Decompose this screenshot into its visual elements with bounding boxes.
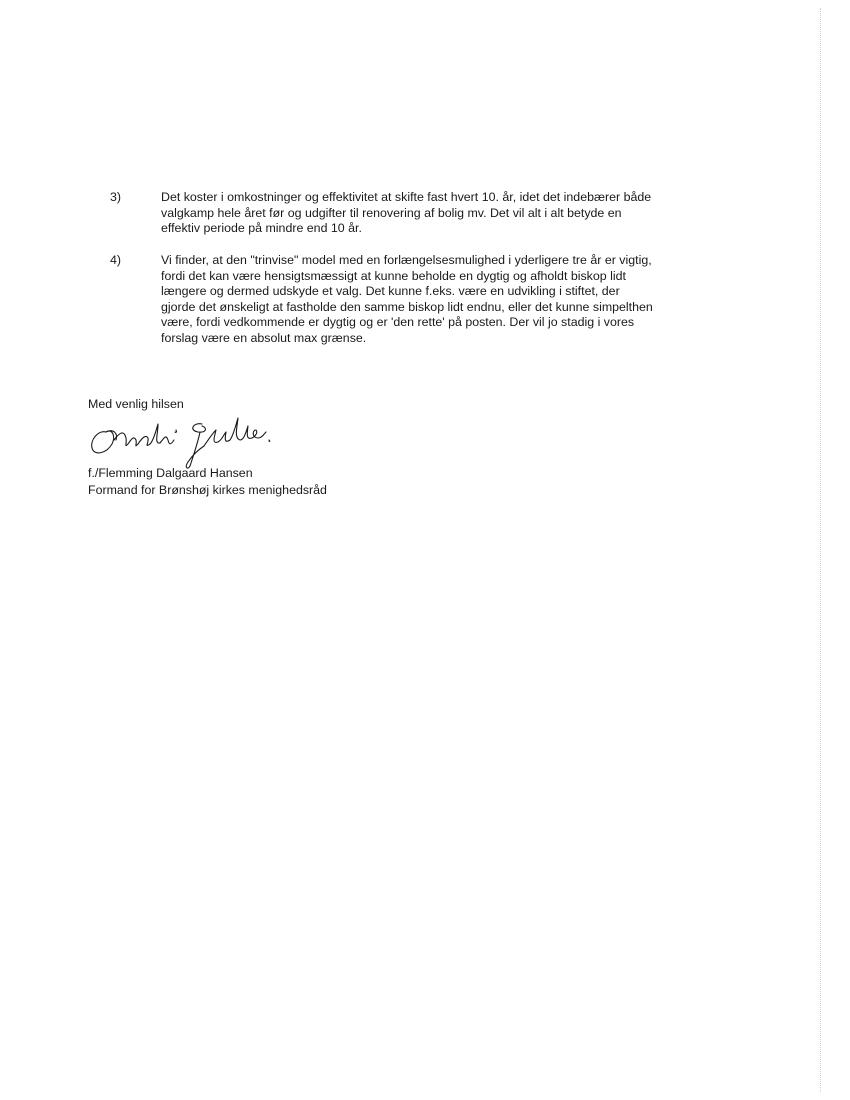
list-number: 3) bbox=[110, 190, 122, 204]
text-line: fordi det kan være hensigtsmæssigt at kunne beholde en dygtig og afholdt biskop lidt bbox=[161, 268, 626, 283]
sender-title: Formand for Brønshøj kirkes menighedsråd bbox=[88, 482, 327, 497]
sender-name: f./Flemming Dalgaard Hansen bbox=[88, 466, 253, 480]
text-line: længere og dermed udskyde et valg. Det kunne f.eks. være en udvikling i stiftet, der bbox=[161, 284, 620, 299]
scan-edge-line bbox=[820, 8, 821, 1092]
text-line: effektiv periode på mindre end 10 år. bbox=[161, 221, 362, 236]
sender-block bbox=[88, 465, 327, 498]
text-line: være, fordi vedkommende er dygtig og er 'den rette' på posten. Der vil jo stadig i vores bbox=[161, 315, 635, 330]
text-line: Det koster i omkostninger og effektivitet at skifte fast hvert 10. år, idet det indebærer både bbox=[161, 190, 652, 204]
closing-salutation: Med venlig hilsen bbox=[88, 397, 184, 411]
text-line: gjorde det ønskeligt at fastholde den samme biskop lidt endnu, eller det kunne simpelthen bbox=[161, 299, 653, 314]
text-line: valgkamp hele året før og udgifter til renovering af bolig mv. Det vil alt i alt betyde en bbox=[161, 205, 622, 220]
list-item-text bbox=[161, 253, 701, 347]
signature-image bbox=[84, 410, 284, 470]
text-line: forslag være en absolut max grænse. bbox=[161, 330, 367, 345]
list-number: 4) bbox=[110, 253, 122, 267]
list-item-text bbox=[161, 190, 701, 237]
text-line: Vi finder, at den "trinvise" model med en forlængelsesmulighed i yderligere tre år er vigtig, bbox=[161, 253, 652, 267]
